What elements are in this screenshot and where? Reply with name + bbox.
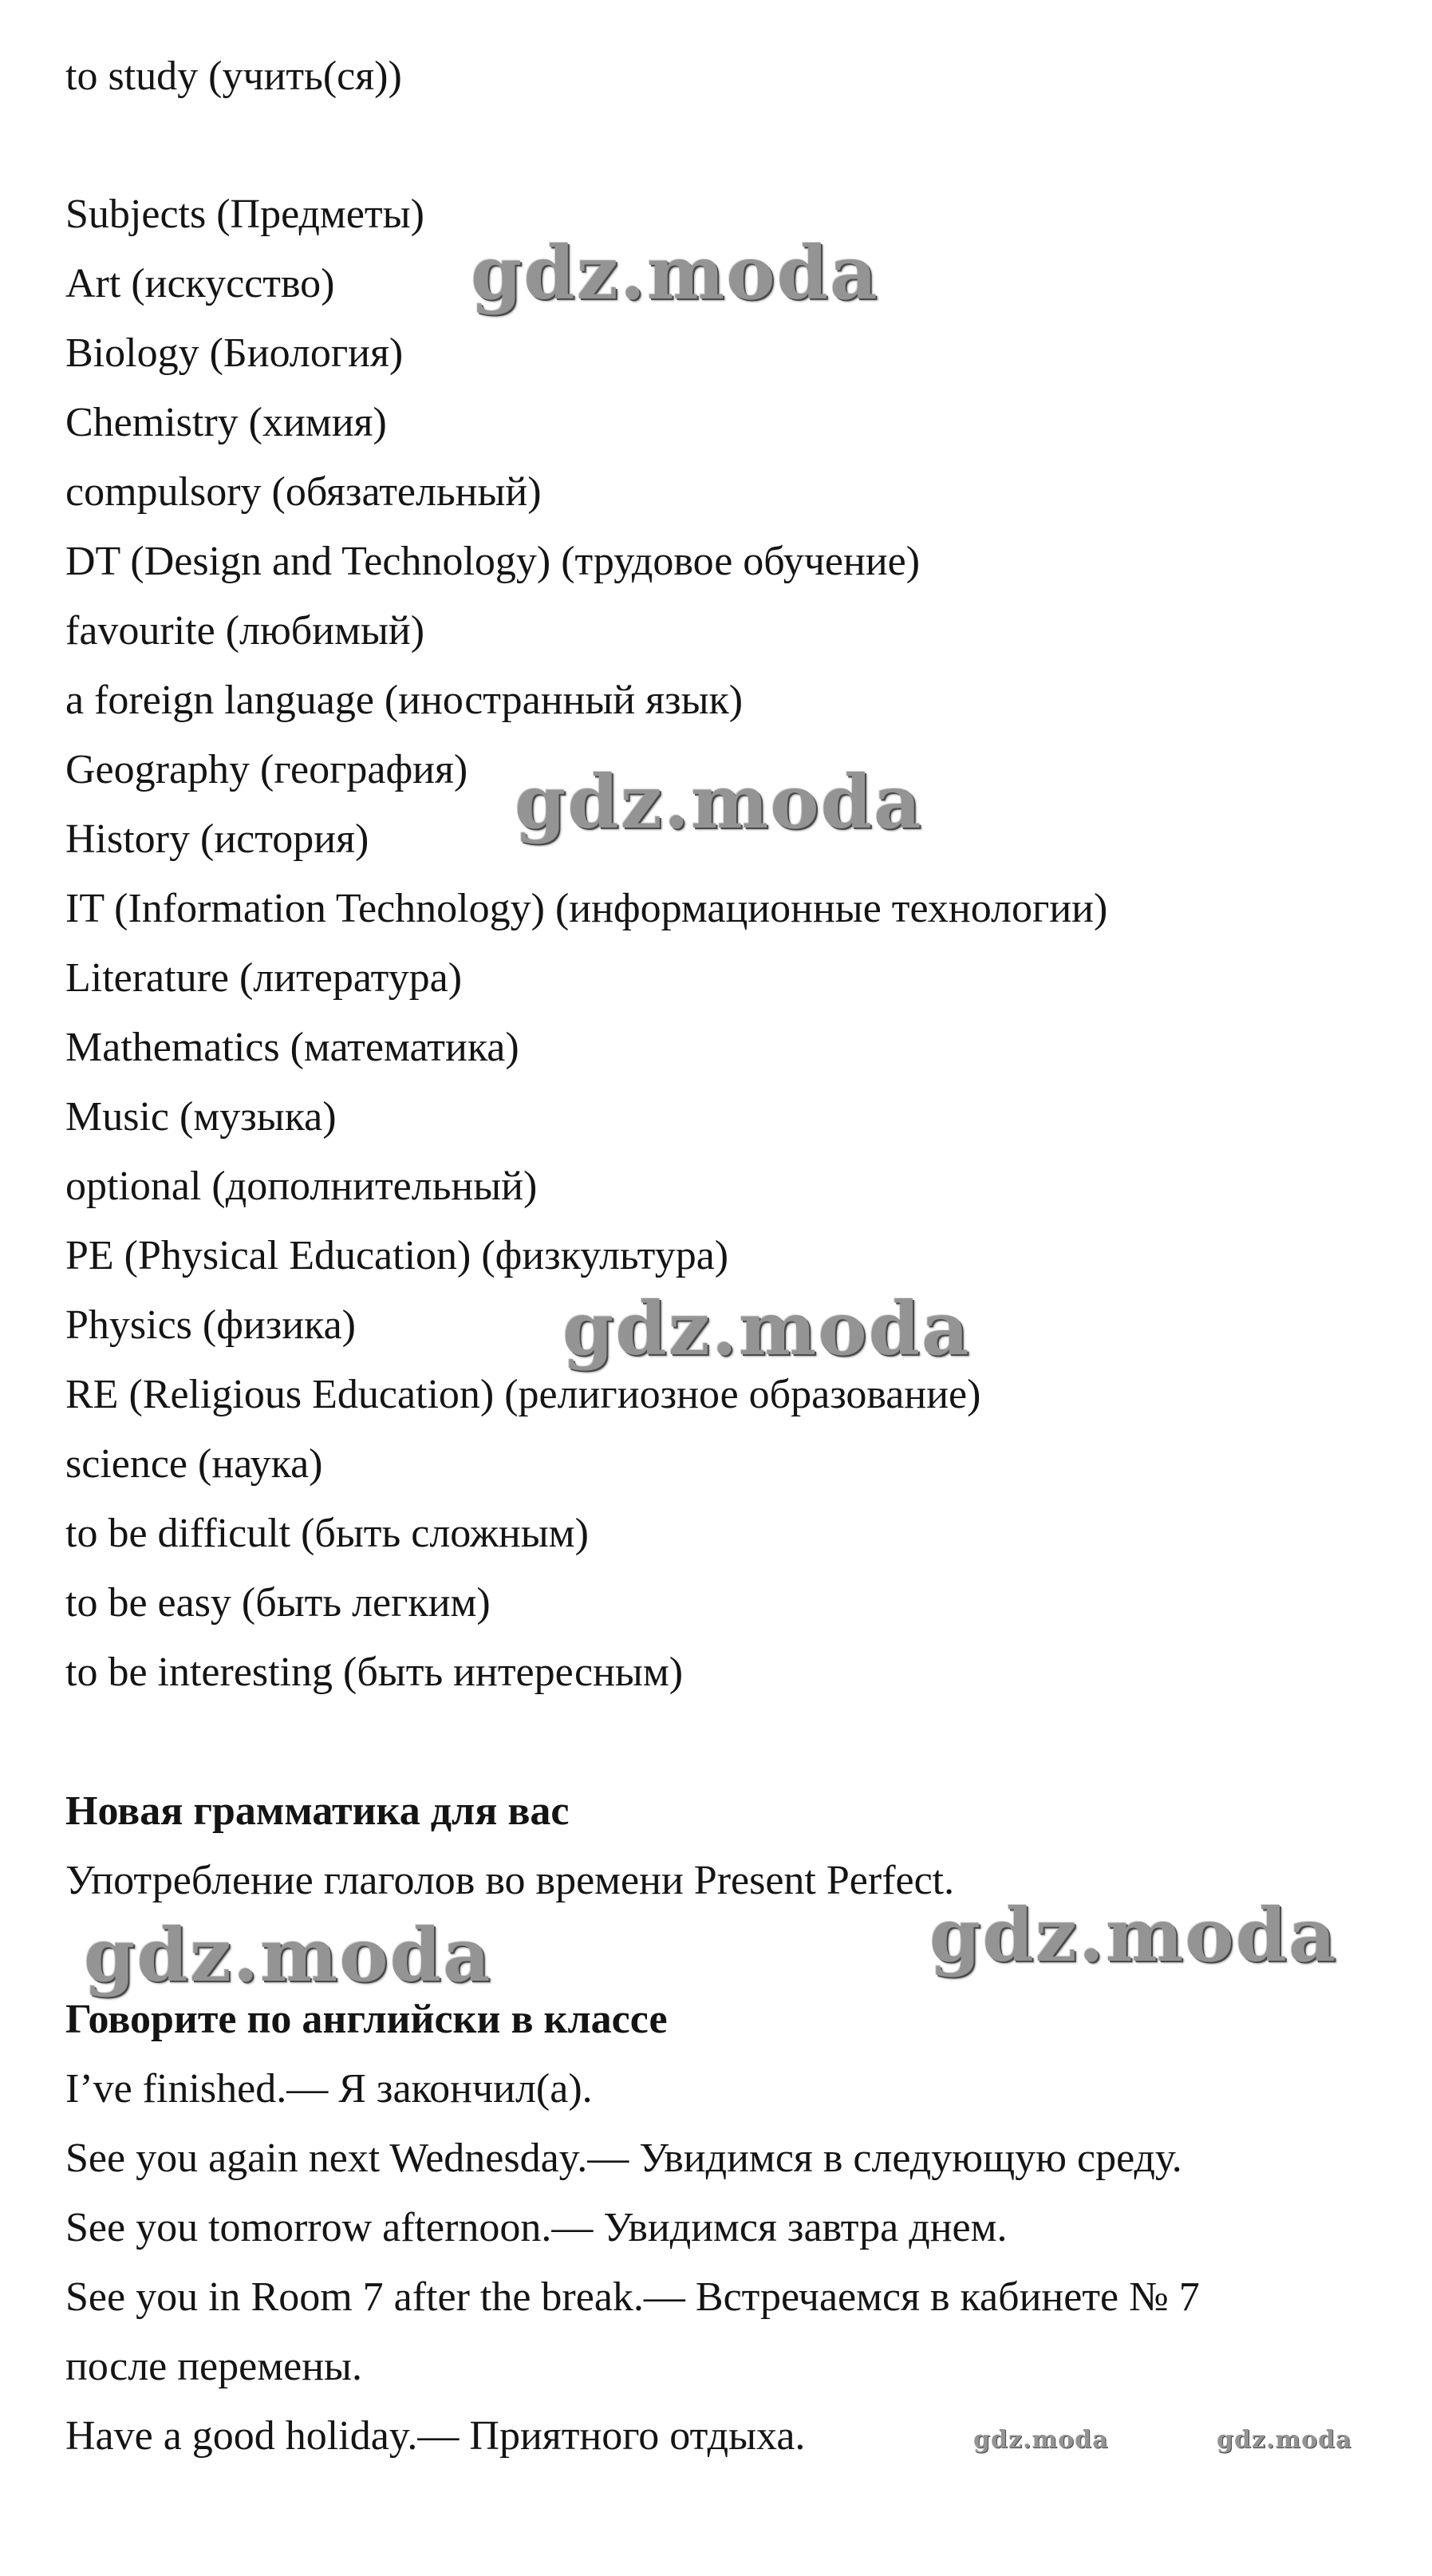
classroom-phrase: I’ve finished.— Я закончил(а). <box>65 2066 593 2112</box>
grammar-text: Употребление глаголов во времени Present Perfect. <box>65 1858 955 1903</box>
vocab-item: a foreign language (иностранный язык) <box>65 678 744 723</box>
vocab-item: Literature (литература) <box>65 955 463 1001</box>
vocab-item: PE (Physical Education) (физкультура) <box>65 1233 729 1278</box>
watermark-logo: gdz.moda <box>84 1912 492 1998</box>
vocab-item: Geography (география) <box>65 747 468 792</box>
vocab-item: favourite (любимый) <box>65 608 425 654</box>
classroom-heading: Говорите по английски в классе <box>65 1997 668 2042</box>
subjects-heading: Subjects (Предметы) <box>65 192 424 237</box>
vocab-item: Chemistry (химия) <box>65 400 387 445</box>
study-line: to study (учить(ся)) <box>65 53 402 99</box>
watermark-logo: gdz.moda <box>471 230 879 316</box>
vocab-item: RE (Religious Education) (религиозное образование) <box>65 1372 981 1417</box>
vocab-item: IT (Information Technology) (информационные технологии) <box>65 886 1108 931</box>
classroom-phrase: See you tomorrow afternoon.— Увидимся завтра днем. <box>65 2205 1008 2250</box>
vocab-item: to be interesting (быть интересным) <box>65 1650 684 1695</box>
vocab-item: optional (дополнительный) <box>65 1164 538 1209</box>
classroom-phrase: See you in Room 7 after the break.— Встречаемся в кабинете № 7 <box>65 2274 1200 2320</box>
vocab-item: to be difficult (быть сложным) <box>65 1511 589 1556</box>
classroom-phrase: Have a good holiday.— Приятного отдыха. <box>65 2413 806 2459</box>
watermark-logo: gdz.moda <box>562 1286 971 1372</box>
watermark-logo: gdz.moda <box>929 1892 1338 1978</box>
vocab-item: to be easy (быть легким) <box>65 1580 491 1626</box>
grammar-heading: Новая грамматика для вас <box>65 1788 570 1834</box>
watermark-logo: gdz.moda <box>515 759 923 845</box>
classroom-phrase: после перемены. <box>65 2344 362 2389</box>
vocab-item: science (наука) <box>65 1441 323 1487</box>
vocab-item: compulsory (обязательный) <box>65 469 542 515</box>
vocab-item: DT (Design and Technology) (трудовое обучение) <box>65 539 921 584</box>
vocab-item: Art (искусство) <box>65 261 335 306</box>
vocab-item: Music (музыка) <box>65 1094 337 1140</box>
vocab-item: History (история) <box>65 816 369 862</box>
classroom-phrase: See you again next Wednesday.— Увидимся в следующую среду. <box>65 2135 1182 2181</box>
vocab-item: Physics (физика) <box>65 1302 356 1348</box>
watermark-logo: gdz.moda <box>1217 2426 1352 2454</box>
vocab-item: Mathematics (математика) <box>65 1025 519 1070</box>
vocab-item: Biology (Биология) <box>65 330 404 376</box>
watermark-logo: gdz.moda <box>973 2426 1109 2454</box>
